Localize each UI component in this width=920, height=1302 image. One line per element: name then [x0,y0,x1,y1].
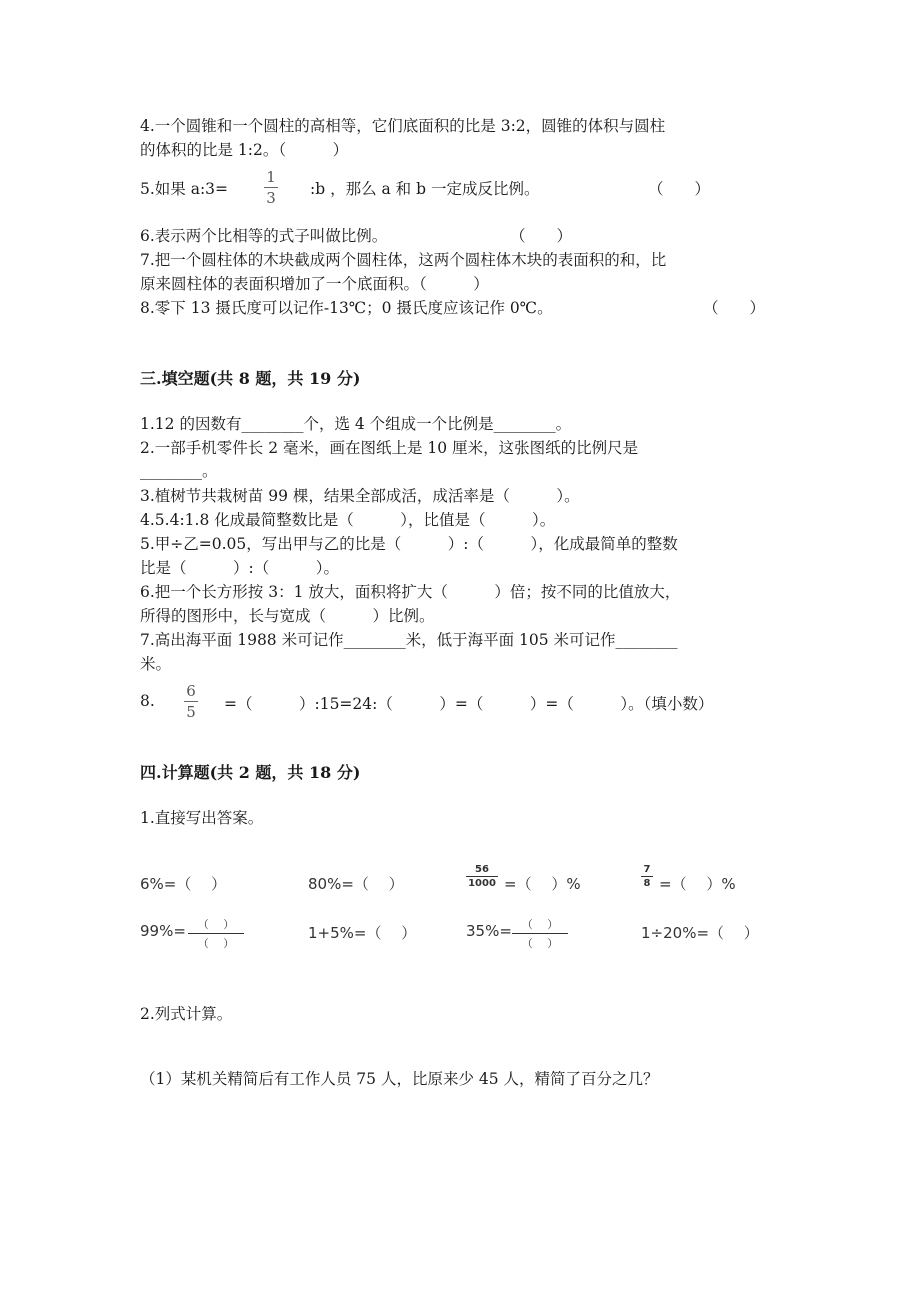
section-heading-calc: 四.计算题(共 2 题，共 18 分) [140,763,361,782]
fraction-numerator: 1 [266,168,276,186]
judge-q5-prefix: 5.如果 a:3= [140,180,229,198]
fill-q5-line2: 比是（ ）:（ ）。 [140,559,339,577]
calc-q1: 1.直接写出答案。 [140,809,264,827]
fraction-denominator: 3 [266,189,276,207]
fraction-numerator: 7 [643,864,651,875]
fraction-bar [512,933,568,934]
judge-q7-line1: 7.把一个圆柱体的木块截成两个圆柱体，这两个圆柱体木块的表面积的和，比 [140,251,667,269]
fill-q3: 3.植树节共栽树苗 99 棵，结果全部成活，成活率是（ ）。 [140,487,580,505]
judge-q5-suffix: :b ，那么 a 和 b 一定成反比例。 [310,180,540,198]
fraction-numerator: （ ） [521,918,559,931]
calc-r2c1-fraction [188,916,244,951]
fraction-numerator: 56 [475,864,489,875]
judge-q6-answer-paren[interactable]: （ ） [510,227,573,245]
judge-q7-line2: 原来圆柱体的表面积增加了一个底面积。（ ） [140,275,489,293]
fraction-numerator: （ ） [197,918,235,931]
fraction-bar [184,701,198,702]
judge-q4-line1: 4.一个圆锥和一个圆柱的高相等，它们底面积的比是 3:2，圆锥的体积与圆柱 [140,117,666,135]
fraction-denominator: （ ） [521,937,559,950]
calc-r1c4-fraction [641,864,653,889]
fill-q6-line1: 6.把一个长方形按 3：1 放大，面积将扩大（ ）倍；按不同的比值放大， [140,583,681,601]
section-heading-fill: 三.填空题(共 8 题，共 19 分) [140,369,361,388]
calc-r1c2: 80%=（ ） [308,875,404,893]
judge-q6: 6.表示两个比相等的式子叫做比例。 [140,227,388,245]
fill-q1: 1.12 的因数有________个，选 4 个组成一个比例是________。 [140,415,572,433]
calc-r2c1-prefix: 99%= [140,922,186,940]
judge-q8-answer-paren[interactable]: （ ） [703,299,766,317]
calc-r1c3-fraction [466,864,498,889]
fraction-bar [641,876,653,877]
fraction-denominator: 5 [186,703,196,721]
fraction-denominator: 8 [643,878,651,889]
judge-q5-answer-paren[interactable]: （ ） [648,180,711,198]
fill-q7-line2: 米。 [140,655,172,673]
calc-q2-sub1: （1）某机关精简后有工作人员 75 人，比原来少 45 人，精简了百分之几？ [140,1070,659,1088]
fill-q5-line1: 5.甲÷乙=0.05，写出甲与乙的比是（ ）:（ ），化成最简单的整数 [140,535,678,553]
calc-r2c4: 1÷20%=（ ） [641,924,759,942]
fraction-bar [188,933,244,934]
fraction-bar [466,876,498,877]
judge-q8: 8.零下 13 摄氏度可以记作-13℃；0 摄氏度应该记作 0℃。 [140,299,553,317]
fill-q8-rest: =（ ）:15=24:（ ）=（ ）=（ ）。（填小数） [224,695,714,713]
fraction-bar [264,187,278,188]
judge-q5-fraction [264,168,278,207]
calc-r2c3-prefix: 35%= [466,922,512,940]
fraction-numerator: 6 [186,682,196,700]
calc-r1c3-rest: =（ ）% [504,875,581,893]
judge-q4-line2: 的体积的比是 1:2。（ ） [140,141,349,159]
fill-q2-line2: ________。 [140,462,218,480]
fill-q8-label: 8. [140,692,155,710]
fraction-denominator: 1000 [468,878,496,889]
calc-r1c4-rest: =（ ）% [659,875,736,893]
calc-r1c1: 6%=（ ） [140,875,227,893]
fill-q8-fraction [184,682,198,721]
fill-q7-line1: 7.高出海平面 1988 米可记作________米，低于海平面 105 米可记作________ [140,631,678,649]
calc-q2: 2.列式计算。 [140,1005,233,1023]
fraction-denominator: （ ） [197,937,235,950]
calc-r2c3-fraction [512,916,568,951]
fill-q4: 4.5.4:1.8 化成最简整数比是（ ），比值是（ ）。 [140,511,556,529]
fill-q2-line1: 2.一部手机零件长 2 毫米，画在图纸上是 10 厘米，这张图纸的比例尺是 [140,439,639,457]
fill-q6-line2: 所得的图形中，长与宽成（ ）比例。 [140,607,435,625]
calc-r2c2: 1+5%=（ ） [308,924,417,942]
